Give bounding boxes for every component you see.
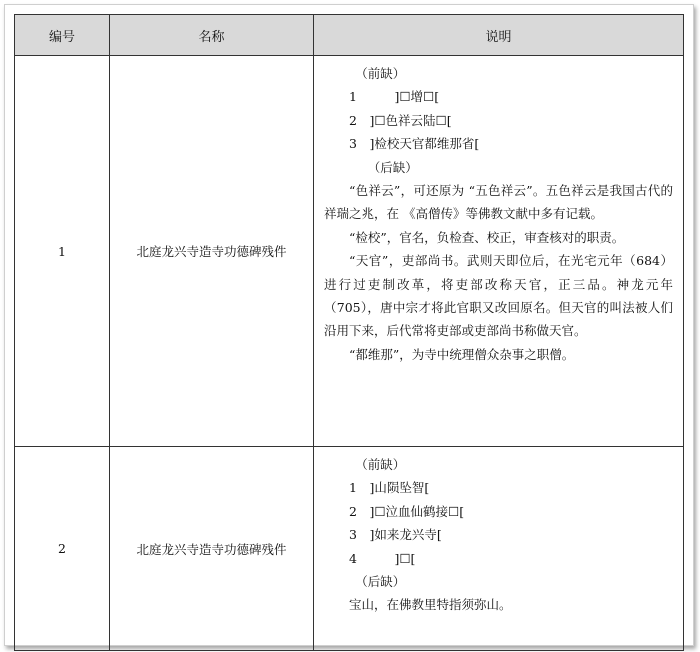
- row-name: 北庭龙兴寺造寺功德碑残件: [110, 447, 314, 651]
- row-id: 1: [15, 56, 110, 447]
- inscription-line: （前缺）: [324, 457, 406, 472]
- header-row: [15, 15, 684, 56]
- note-paragraph: “检校”，官名，负检查、校正，审查核对的职责。: [349, 229, 625, 245]
- header-description: 说明: [314, 15, 684, 56]
- table-row: [15, 56, 684, 447]
- inscription-line: 3 ]如来龙兴寺[: [324, 527, 442, 543]
- row-description: [314, 56, 684, 447]
- document-frame: [4, 4, 694, 646]
- inscription-line: 2 ]☐泣血仙鹤接☐[: [324, 503, 465, 519]
- row-name: 北庭龙兴寺造寺功德碑残件: [110, 56, 314, 447]
- note-paragraph: “天官”，吏部尚书。武则天即位后，在光宅元年（684）进行过吏制改革，将吏部改称天官，正三品。神龙元年（705），唐中宗才将此官职又改回原名。但天官的叫法被人们沿用下来，后代常将吏部或吏部尚书称做天官。: [324, 253, 673, 339]
- inscription-line: 1 ]☐增☐[: [324, 89, 440, 105]
- note-paragraph: 宝山，在佛教里特指须弥山。: [349, 597, 512, 613]
- header-id: 编号: [15, 15, 110, 56]
- inscription-line: 2 ]☐色祥云陆☐[: [324, 112, 452, 128]
- inscription-table: [14, 14, 684, 651]
- inscription-line: 1 ]山陨坠智[: [324, 480, 430, 496]
- inscription-line: 4 ]☐[: [324, 550, 416, 566]
- inscription-line: （后缺）: [324, 159, 418, 175]
- row-description: [314, 447, 684, 651]
- header-name: 名称: [110, 15, 314, 56]
- note-paragraph: “都维那”，为寺中统理僧众杂事之职僧。: [349, 346, 575, 362]
- inscription-line: 3 ]检校天官都维那省[: [324, 136, 480, 152]
- row-id: 2: [15, 447, 110, 651]
- note-paragraph: “色祥云”，可还原为 “五色祥云”。五色祥云是我国古代的祥瑞之兆，在 《高僧传》等佛教文献中多有记载。: [324, 182, 673, 222]
- table-row: [15, 447, 684, 651]
- inscription-line: （后缺）: [324, 573, 406, 589]
- inscription-line: （前缺）: [324, 66, 406, 81]
